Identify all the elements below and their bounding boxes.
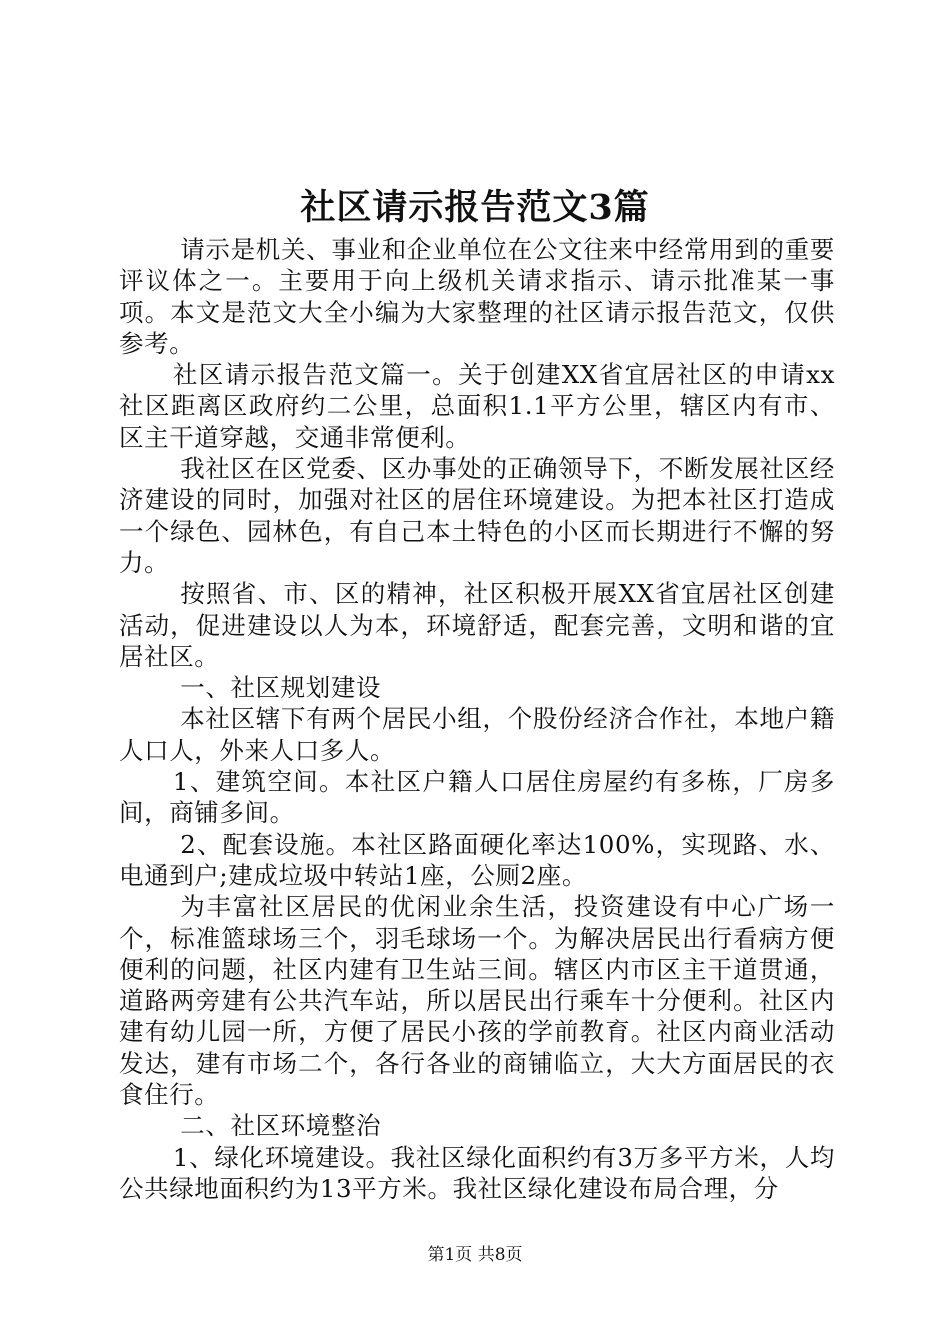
document-body	[119, 234, 835, 1204]
section-heading-planning: 一、社区规划建设	[180, 673, 382, 703]
page-footer: 第1页 共8页	[427, 1245, 523, 1265]
paragraph-facilities: 2、配套设施。本社区路面硬化率达100%，实现路、水、电通到户;建成垃圾中转站1座，公厕2座。	[119, 829, 835, 890]
document-title: 社区请示报告范文3篇	[300, 187, 650, 228]
paragraph-greening: 1、绿化环境建设。我社区绿化面积约有3万多平方米，人均公共绿地面积约为13平方米。我社区绿化建设布局合理，分	[119, 1142, 835, 1203]
paragraph-community-building: 我社区在区党委、区办事处的正确领导下，不断发展社区经济建设的同时，加强对社区的居住环境建设。为把本社区打造成一个绿色、园林色，有自己本土特色的小区而长期进行不懈的努力。	[119, 454, 835, 577]
paragraph-guidance: 按照省、市、区的精神，社区积极开展XX省宜居社区创建活动，促进建设以人为本，环境舒适，配套完善，文明和谐的宜居社区。	[119, 579, 835, 671]
paragraph-building-space: 1、建筑空间。本社区户籍人口居住房屋约有多栋，厂房多间，商铺多间。	[119, 767, 835, 828]
paragraph-amenities: 为丰富社区居民的优闲业余生活，投资建设有中心广场一个，标准篮球场三个，羽毛球场一个。为解决居民出行看病方便便利的问题，社区内建有卫生站三间。辖区内市区主干道贯通，道路两旁建有公共汽车站，所以居民出行乘车十分便利。社区内建有幼儿园一所，方便了居民小孩的学前教育。社区内商业活动发达，建有市场二个，各行各业的商铺临立，大大方面居民的衣食住行。	[119, 892, 835, 1110]
paragraph-population: 本社区辖下有两个居民小组，个股份经济合作社，本地户籍人口人，外来人口多人。	[119, 704, 835, 765]
paragraph-intro: 请示是机关、事业和企业单位在公文往来中经常用到的重要评议体之一。主要用于向上级机关请求指示、请示批准某一事项。本文是范文大全小编为大家整理的社区请示报告范文，仅供参考。	[119, 235, 835, 358]
section-heading-environment: 二、社区环境整治	[180, 1111, 382, 1141]
paragraph-sample-one: 社区请示报告范文篇一。关于创建XX省宜居社区的申请xx社区距离区政府约二公里，总面积1.1平方公里，辖区内有市、区主干道穿越，交通非常便利。	[119, 360, 835, 452]
